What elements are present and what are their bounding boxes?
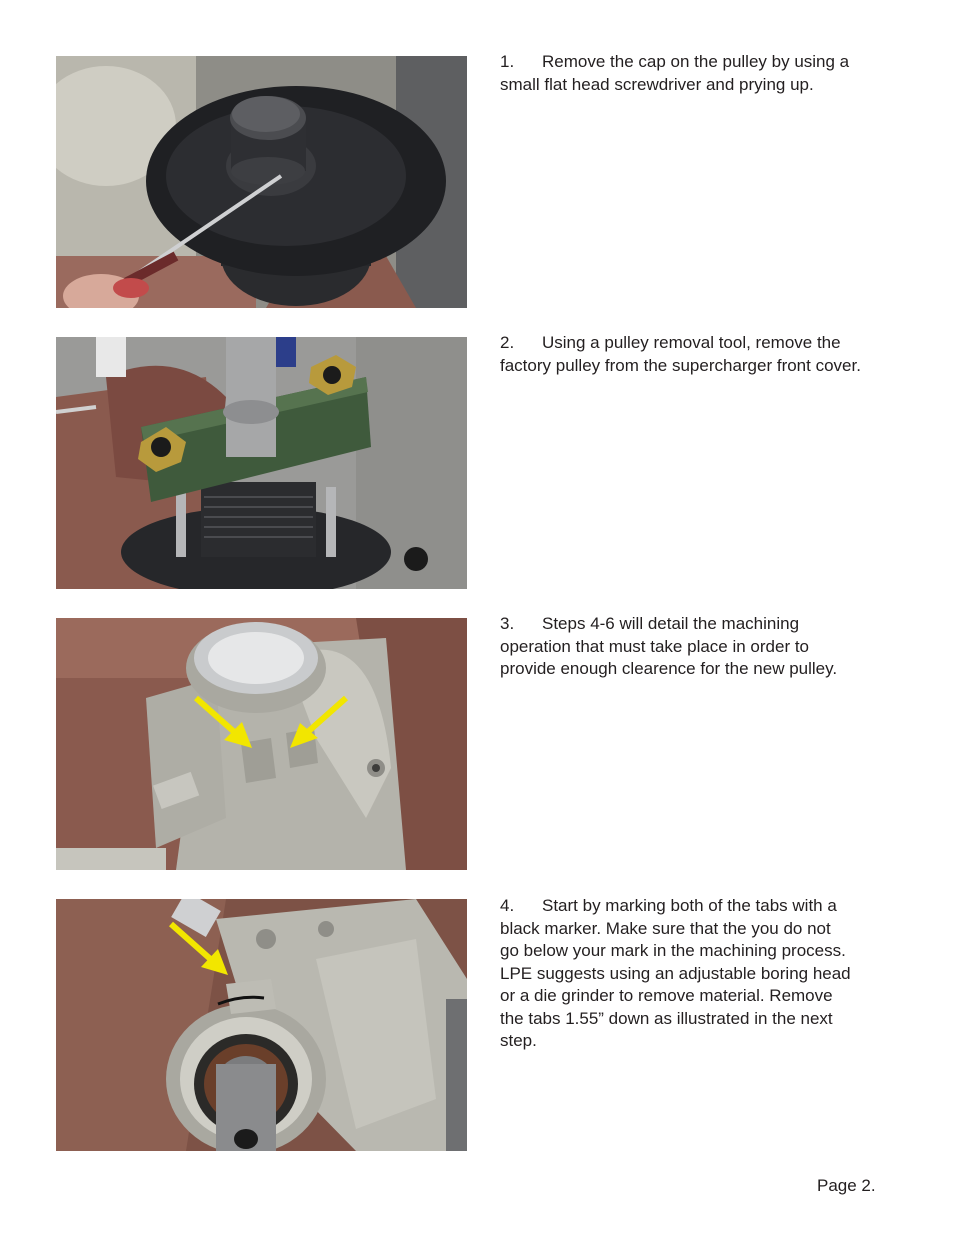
- step-text: Using a pulley removal tool, remove the factory pulley from the supercharger front cover.: [500, 333, 861, 375]
- step-text: Remove the cap on the pulley by using a small flat head screwdriver and prying up.: [500, 52, 850, 94]
- photo-step-1-pulley-cap: [56, 56, 467, 308]
- step-3-instruction: [500, 613, 900, 681]
- step-number: 4.: [500, 896, 515, 915]
- page-number: Page 2.: [817, 1176, 876, 1195]
- photo-step-2-pulley-removal-tool: [56, 337, 467, 589]
- step-number: 2.: [500, 333, 515, 352]
- step-text: Steps 4-6 will detail the machining operation that must take place in order to provide enough clearence for the new pulley.: [500, 614, 838, 678]
- photo-step-4-marked-tabs: [56, 899, 467, 1151]
- front-cover-tabs-photo-illustration: [56, 618, 467, 870]
- step-2-instruction: [500, 332, 900, 377]
- marked-tabs-photo-illustration: [56, 899, 467, 1151]
- step-1-instruction: [500, 51, 900, 96]
- step-number: 3.: [500, 614, 515, 633]
- step-text: Start by marking both of the tabs with a black marker. Make sure that the you do not go below your mark in the machining process. LPE suggests using an adjustable boring head or a die grinder to remove material. Remove the tabs 1.55” down as illustrated in the next step.: [500, 896, 851, 1050]
- step-4-instruction: [500, 895, 900, 1053]
- pulley-cap-photo-illustration: [56, 56, 467, 308]
- photo-step-3-front-cover-tabs: [56, 618, 467, 870]
- pulley-removal-tool-photo-illustration: [56, 337, 467, 589]
- step-number: 1.: [500, 52, 515, 71]
